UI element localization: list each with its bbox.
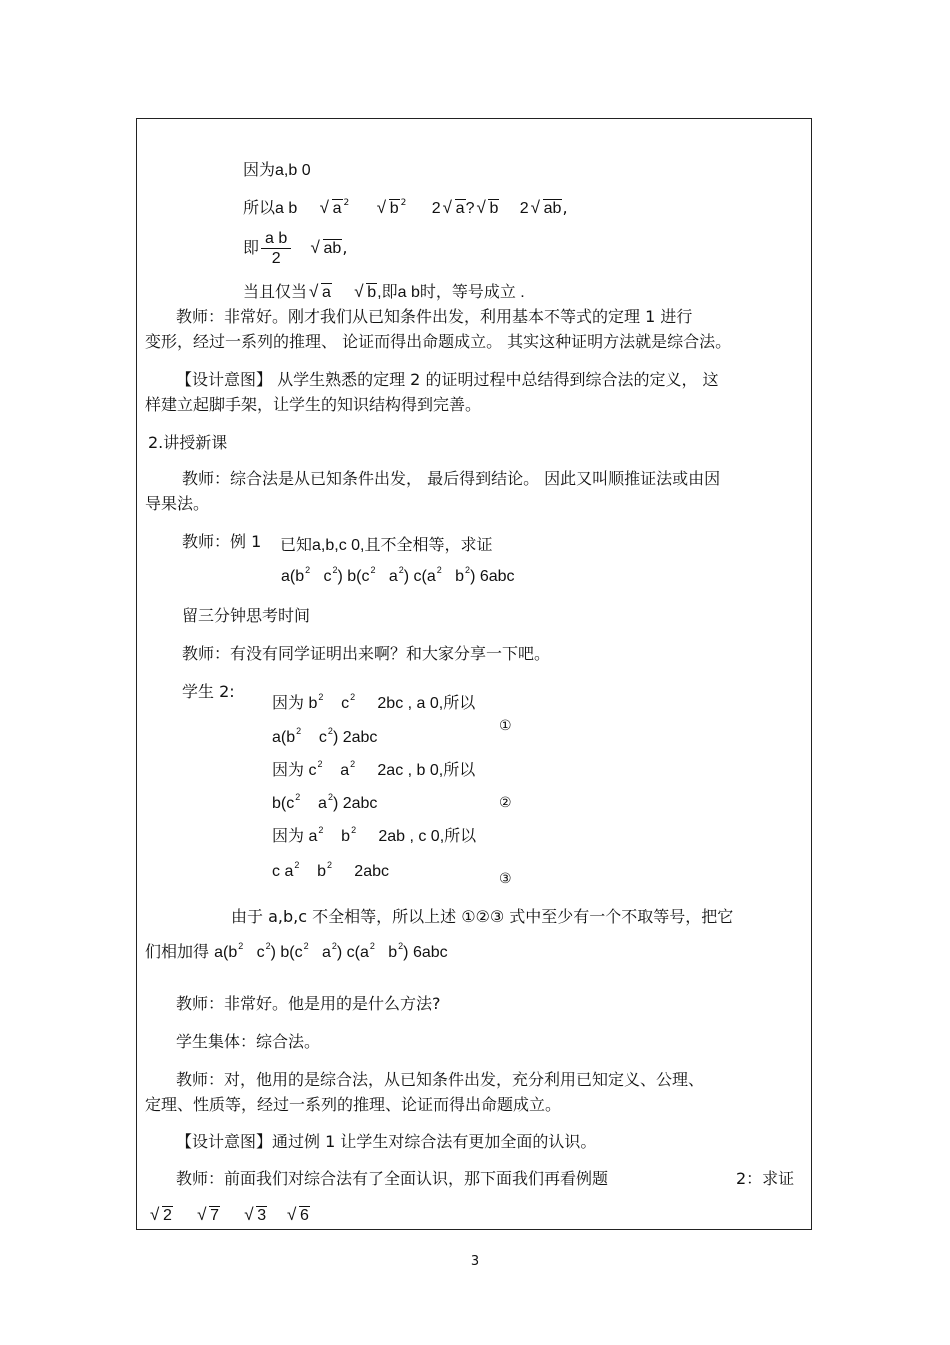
think-time: 留三分钟思考时间 [182, 606, 311, 625]
teacher-line-4b: 定理、性质等，经过一系列的推理、论证而得出命题成立。 [145, 1095, 562, 1114]
students-line: 学生集体：综合法。 [176, 1032, 321, 1051]
page-number: 3 [470, 1254, 480, 1269]
example-1-equation: $a(b^2$ $c^2$) $b(c^2$ $a^2$) $c(a^2$ $b^2$) 6abc [281, 565, 515, 585]
example-1-label: 教师：例 1 [182, 532, 262, 551]
teacher-ask: 教师：有没有同学证明出来啊？和大家分享一下吧。 [182, 644, 551, 663]
sqrt-a-root: √ a [320, 199, 343, 219]
example-2-expression: √ 2 √ 7 √ 3 √ 6 [148, 1206, 310, 1226]
teacher-line-2a: 教师：综合法是从已知条件出发， 最后得到结论。 因此又叫顺推证法或由因 [182, 469, 721, 488]
student-2-label: 学生 2: [182, 682, 235, 701]
sum-line: 们相加得 $a(b^2$ $c^2$) $b(c^2$ $a^2$) $c(a^2$ $b^2$) 6abc [145, 941, 448, 961]
teacher-line-1b: 变形，经过一系列的推理、 论证而得出命题成立。 其实这种证明方法就是综合法。 [145, 332, 732, 351]
section-heading: 2.讲授新课 [148, 433, 228, 452]
teacher-line-3: 教师：非常好。他是用的是什么方法? [176, 994, 441, 1013]
circled-3: ③ [499, 871, 512, 887]
teacher-line-5-right: 2：求证 [736, 1169, 795, 1188]
proof-line-when: 当且仅当√ a √ b,即a b时，等号成立 . [243, 282, 525, 303]
proof-line-ji: 即 $\frac{\text{a b}}{2}$ √ ab, [243, 228, 347, 269]
circled-1: ① [499, 718, 512, 734]
design-intent-1a: 【设计意图】 从学生熟悉的定理 2 的证明过程中总结得到综合法的定义， 这 [176, 370, 719, 389]
proof-line-because: 因为a,b 0 [243, 160, 311, 179]
sqrt-b-root: √ b [377, 199, 400, 219]
proof2-line-6: c $a^2$ $b^2$ 2abc [272, 860, 389, 880]
since-line: 由于 a,b,c 不全相等，所以上述 ①②③ 式中至少有一个不取等号，把它 [231, 907, 734, 926]
proof-line-so: 所以a b √ a $^2$ √ b $^2$ 2√ a?√ b 2√ ab, [243, 198, 568, 219]
fraction: $\frac{\text{a b}}{2}$ [261, 229, 291, 268]
teacher-line-1: 教师：非常好。刚才我们从已知条件出发，利用基本不等式的定理 1 进行 [176, 307, 693, 326]
design-intent-1b: 样建立起脚手架，让学生的知识结构得到完善。 [145, 395, 482, 414]
proof2-line-2: $a(b^2$ $c^2$) 2abc [272, 726, 378, 746]
proof2-line-1: 因为 $b^2$ $c^2$ 2bc , a 0,所以 [272, 692, 476, 712]
proof2-line-4: $b(c^2$ $a^2$) 2abc [272, 792, 378, 812]
circled-2: ② [499, 795, 512, 811]
teacher-line-2b: 导果法。 [145, 494, 210, 513]
design-intent-2: 【设计意图】通过例 1 让学生对综合法有更加全面的认识。 [176, 1132, 597, 1151]
proof2-line-5: 因为 $a^2$ $b^2$ 2ab , c 0,所以 [272, 825, 477, 845]
proof2-line-3: 因为 $c^2$ $a^2$ 2ac , b 0,所以 [272, 759, 476, 779]
teacher-line-5: 教师：前面我们对综合法有了全面认识，那下面我们再看例题 [176, 1169, 609, 1188]
example-1-given: 已知a,b,c 0,且不全相等，求证 [280, 537, 493, 554]
teacher-line-4a: 教师：对，他用的是综合法，从已知条件出发，充分利用已知定义、公理、 [176, 1070, 705, 1089]
